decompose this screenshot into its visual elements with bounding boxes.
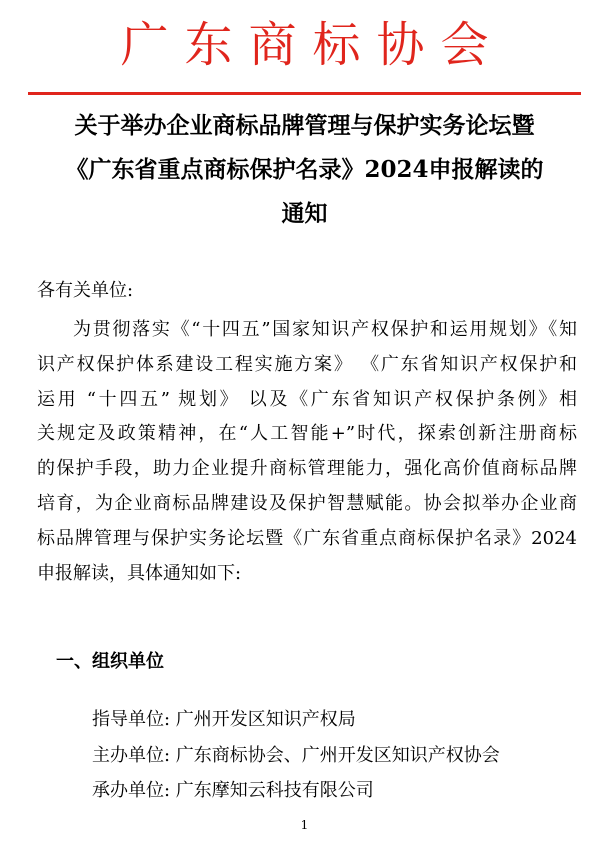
page-number: 1: [300, 818, 309, 832]
body-line: 的保护手段，助力企业提升商标管理能力，强化高价值商标品牌: [37, 458, 577, 480]
letterhead-red-rule: [28, 92, 581, 95]
section-heading-organizers: 一、组织单位: [56, 651, 164, 672]
organizer-list: [92, 702, 500, 809]
body-line: 申报解读，具体通知如下:: [37, 562, 242, 584]
salutation: 各有关单位:: [37, 280, 134, 301]
body-line: 为贯彻落实《“十四五”国家知识产权保护和运用规划》《知: [73, 319, 577, 340]
body-paragraph: [37, 313, 577, 591]
body-line: 运用 “十四五” 规划》 以及《广东省知识产权保护条例》相: [37, 388, 577, 410]
organizer-executing-unit: 承办单位: 广东摩知云科技有限公司: [92, 780, 374, 801]
organizer-host-unit: 主办单位: 广东商标协会、广州开发区知识产权协会: [92, 744, 500, 766]
body-line: 关规定及政策精神，在“人工智能+”时代，探索创新注册商标: [37, 423, 577, 445]
letterhead-org-name: 广东商标协会: [120, 17, 505, 73]
organizer-guiding-unit: 指导单位: 广州开发区知识产权局: [92, 709, 356, 730]
document-title: [20, 104, 589, 236]
title-line: 通知: [281, 200, 328, 227]
body-line: 识产权保护体系建设工程实施方案》 《广东省知识产权保护和: [37, 353, 577, 375]
title-line: 关于举办企业商标品牌管理与保护实务论坛暨: [74, 112, 535, 139]
body-line: 标品牌管理与保护实务论坛暨《广东省重点商标保护名录》2024: [37, 527, 577, 549]
title-line: 《广东省重点商标保护名录》2024申报解读的: [65, 156, 544, 183]
body-line: 培育，为企业商标品牌建设及保护智慧赋能。协会拟举办企业商: [37, 492, 577, 514]
